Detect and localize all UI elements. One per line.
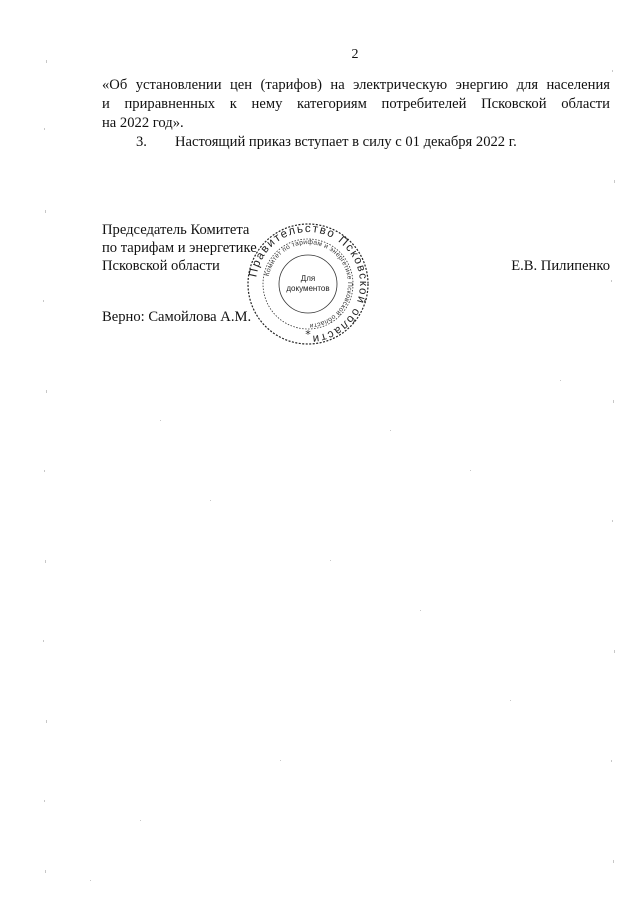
official-seal	[246, 222, 370, 346]
paragraph-order-title	[102, 76, 610, 133]
seal-center-line: документов	[286, 284, 330, 293]
item-number: 3.	[136, 134, 147, 150]
signatory-title-line: Псковской области	[102, 258, 220, 274]
signatory-name: Е.В. Пилипенко	[511, 258, 610, 274]
certified-copy-note: Верно: Самойлова А.М.	[102, 309, 252, 325]
paragraph-line: на 2022 год».	[102, 115, 184, 131]
seal-outer-text: Правительство Псковской области	[247, 222, 370, 346]
paragraph-line: и приравненных к нему категориям потребителей Псковской области	[102, 96, 610, 112]
signatory-title-line: Председатель Комитета	[102, 222, 250, 238]
page-number: 2	[351, 47, 359, 62]
signatory-title	[102, 221, 257, 275]
seal-inner-text: Комитет по тарифам и энергетике Псковской области	[263, 238, 354, 330]
seal-star-icon: *	[305, 328, 311, 341]
signatory-title-line: по тарифам и энергетике	[102, 240, 257, 256]
seal-center-line: Для	[300, 274, 316, 283]
paragraph-line: «Об установлении цен (тарифов) на электрическую энергию для населения	[102, 77, 610, 93]
item-text: Настоящий приказ вступает в силу с 01 декабря 2022 г.	[175, 134, 517, 150]
